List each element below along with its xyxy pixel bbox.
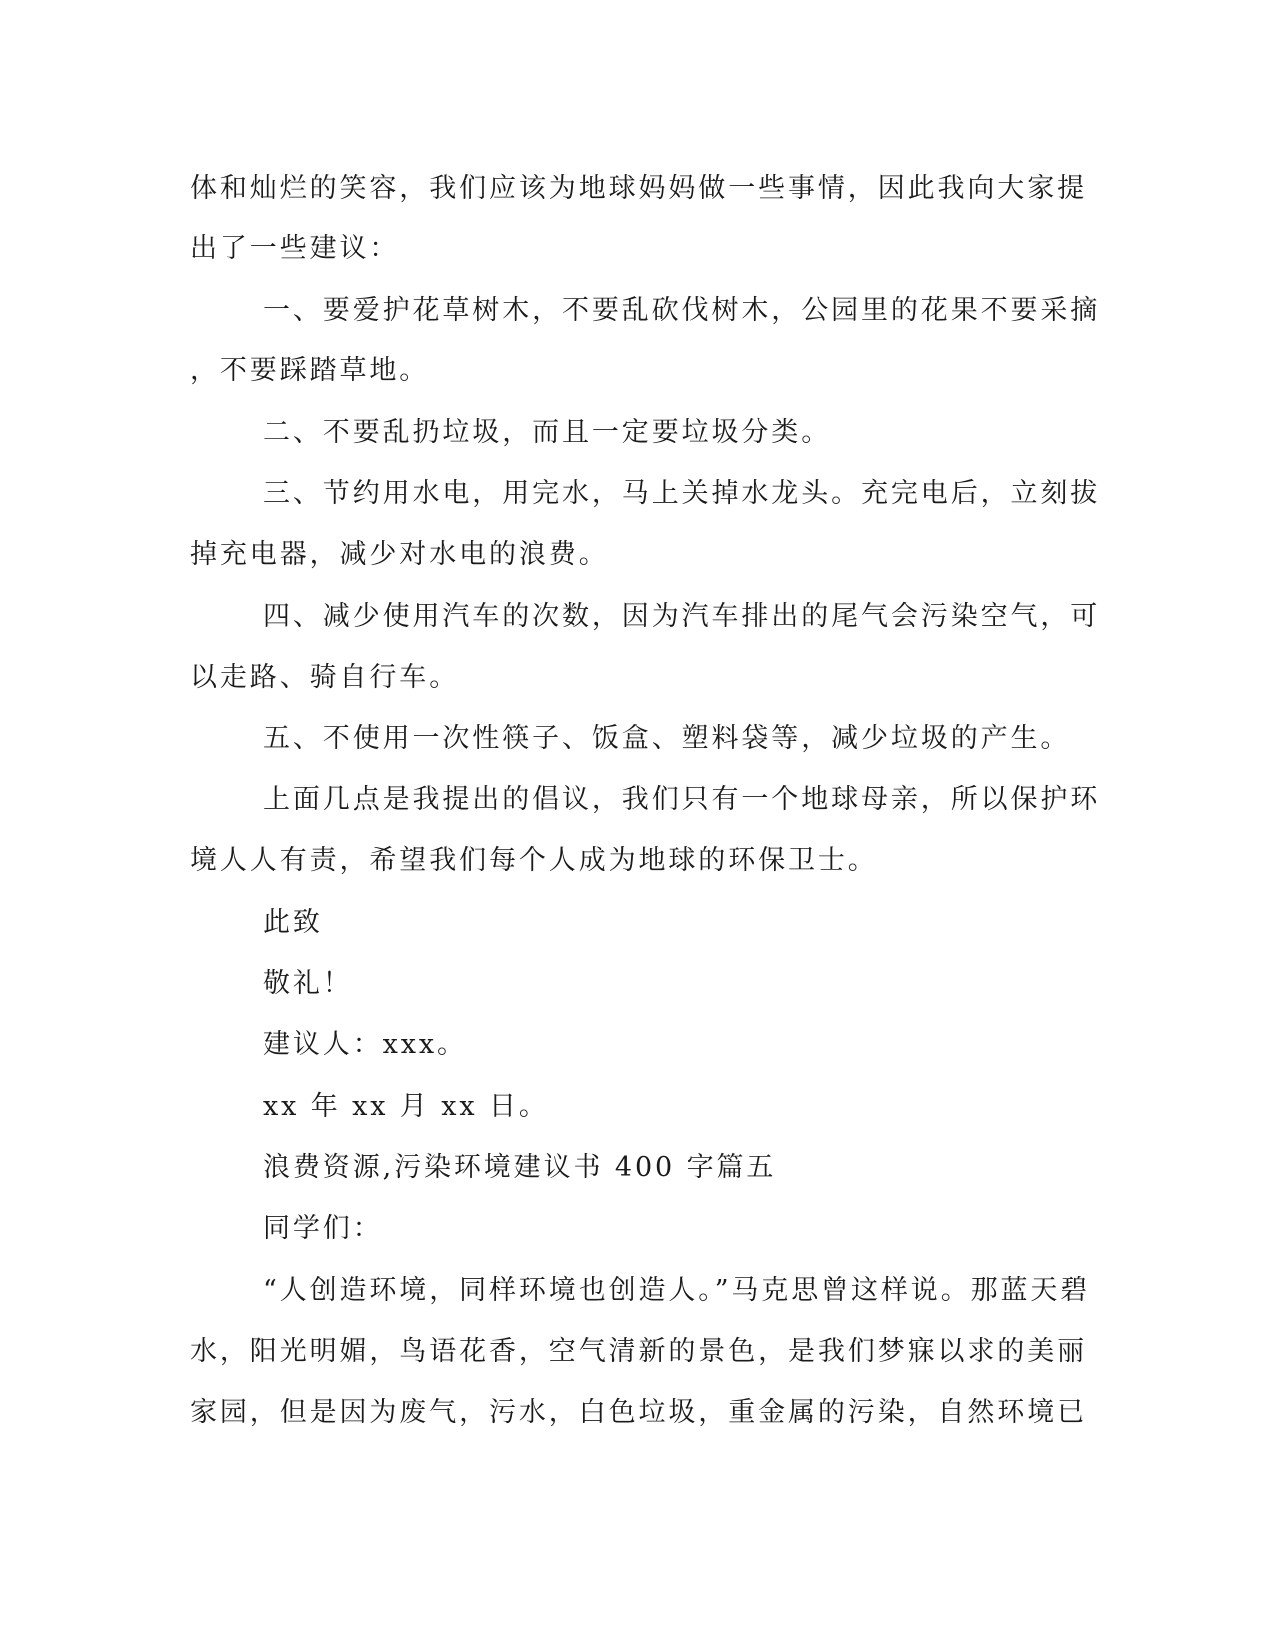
section-heading: 浪费资源,污染环境建议书 400 字篇五 <box>263 1152 777 1183</box>
paragraph-line: 境人人有责，希望我们每个人成为地球的环保卫士。 <box>190 845 878 876</box>
greeting-line: 同学们： <box>263 1213 383 1244</box>
paragraph-line: “人创造环境，同样环境也创造人。”马克思曾这样说。那蓝天碧 <box>263 1275 1091 1306</box>
paragraph-line: 出了一些建议： <box>190 233 400 264</box>
paragraph-line: 水，阳光明媚，鸟语花香，空气清新的景色，是我们梦寐以求的美丽 <box>190 1336 1087 1367</box>
paragraph-line: 四、减少使用汽车的次数，因为汽车排出的尾气会污染空气，可 <box>263 601 1101 632</box>
paragraph-line: 体和灿烂的笑容，我们应该为地球妈妈做一些事情，因此我向大家提 <box>190 173 1087 204</box>
paragraph-line: 掉充电器，减少对水电的浪费。 <box>190 539 609 570</box>
paragraph-line: ，不要踩踏草地。 <box>190 355 430 386</box>
paragraph-line: 二、不要乱扔垃圾，而且一定要垃圾分类。 <box>263 417 832 448</box>
paragraph-line: 家园，但是因为废气，污水，白色垃圾，重金属的污染，自然环境已 <box>190 1397 1087 1428</box>
paragraph-line: 五、不使用一次性筷子、饭盒、塑料袋等，减少垃圾的产生。 <box>263 723 1071 754</box>
paragraph-line: 一、要爱护花草树木，不要乱砍伐树木，公园里的花果不要采摘 <box>263 295 1101 326</box>
paragraph-line: 三、节约用水电，用完水，马上关掉水龙头。充完电后，立刻拔 <box>263 478 1101 509</box>
date-line: xx 年 xx 月 xx 日。 <box>263 1091 549 1122</box>
closing-salutation: 此致 <box>263 907 323 938</box>
paragraph-line: 上面几点是我提出的倡议，我们只有一个地球母亲，所以保护环 <box>263 784 1101 815</box>
signature-line: 建议人：xxx。 <box>263 1029 467 1060</box>
closing-regards: 敬礼！ <box>263 968 353 999</box>
paragraph-line: 以走路、骑自行车。 <box>190 662 460 693</box>
